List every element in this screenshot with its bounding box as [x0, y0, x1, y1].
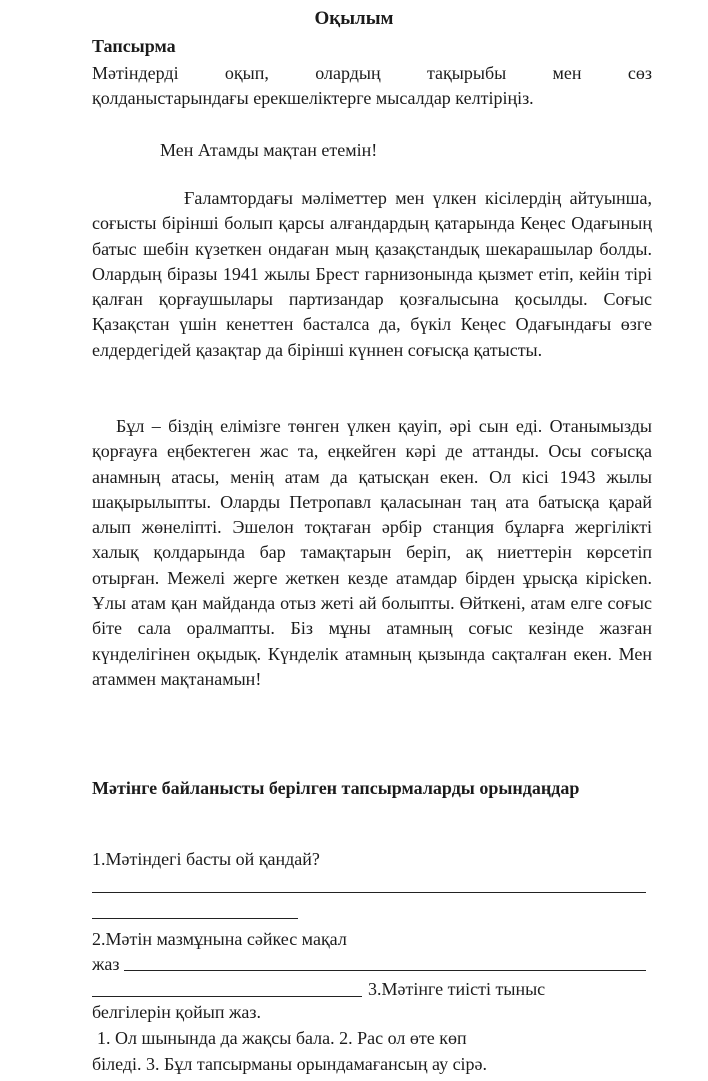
- question-2: 2.Мәтін мазмұнына сәйкес мақал: [92, 929, 347, 949]
- story-paragraph-2: Бұл – біздің елімізге төнген үлкен қауіп, әрі сын еді. Отанымызды қорғауға еңбектеген жас та, еңкейген кәрі де аттанды. Осы соғысқа анамның атасы, менің атам да қатысқан екен. Ол кісі 1943 жылы шақырылыпты. Оларды Петропавл қаласынан таң ата батысқа қарай алып жөнеліпті. Эшелон тоқтаған әрбір станция бұларға жергілікті халық қолдарында бар тамақтарын беріп, ақ ниеттерін көрсетіп отырған. Межелі жерге жеткен кезде атамдар бірден ұрысқа кірісken. Ұлы атам қан майданда отыз жеті ай болыпты. Өйткені, атам елге соғыс біте сала оралмапты. Біз мұны атамның соғыс кезінде жазған күнделігінен оқыдық. Күнделік атамның қызында сақталған екен. Мен атаммен мақтанамын!: [92, 416, 652, 689]
- question-3-cont: белгілерін қойып жаз.: [92, 1002, 262, 1022]
- story-title: Мен Атамды мақтан етемін!: [160, 140, 378, 160]
- instruction-line-2: қолданыстарындағы ерекшеліктерге мысалдар келтіріңіз.: [92, 88, 534, 108]
- answer-line-2: [124, 970, 646, 971]
- question-3-sentences-2: біледі. 3. Бұл тапсырманы орындамағансың ау сірә.: [92, 1054, 488, 1074]
- tasks-heading: Мәтінге байланысты берілген тапсырмаларды орындаңдар: [92, 778, 580, 798]
- instruction-line-1: Мәтіндерді оқып, олардың тақырыбы мен сөз: [92, 63, 652, 83]
- answer-line-2b: [92, 996, 362, 997]
- page-title: Оқылым: [314, 8, 394, 29]
- answer-line-1b: [92, 918, 298, 919]
- task-label: Тапсырма: [92, 36, 176, 56]
- question-3: 3.Мәтінге тиісті тыныс: [368, 979, 546, 999]
- question-1: 1.Мәтіндегі басты ой қандай?: [92, 849, 320, 869]
- question-2-cont: жаз: [92, 954, 120, 974]
- story-paragraph-1: Ғаламтордағы мәліметтер мен үлкен кісілердің айтуынша, соғысты бірінші болып қарсы алғандардың қатарында Кеңес Одағының батыс шебін күзеткен ондаған мың қазақстандық шекарашылар болды. Олардың біразы 1941 жылы Брест гарнизонында қызмет етіп, кейін тірі қалған қорғаушылары партизандар қозғалысына қосылды. Соғыс Қазақстан үшін кенеттен басталса да, бүкіл Кеңес Одағындағы өзге елдердегідей қазақтар да бірінші күннен соғысқа қатысты.: [92, 188, 652, 360]
- answer-line-1: [92, 892, 646, 893]
- question-3-sentences-1: 1. Ол шынында да жақсы бала. 2. Рас ол өте көп: [97, 1028, 467, 1048]
